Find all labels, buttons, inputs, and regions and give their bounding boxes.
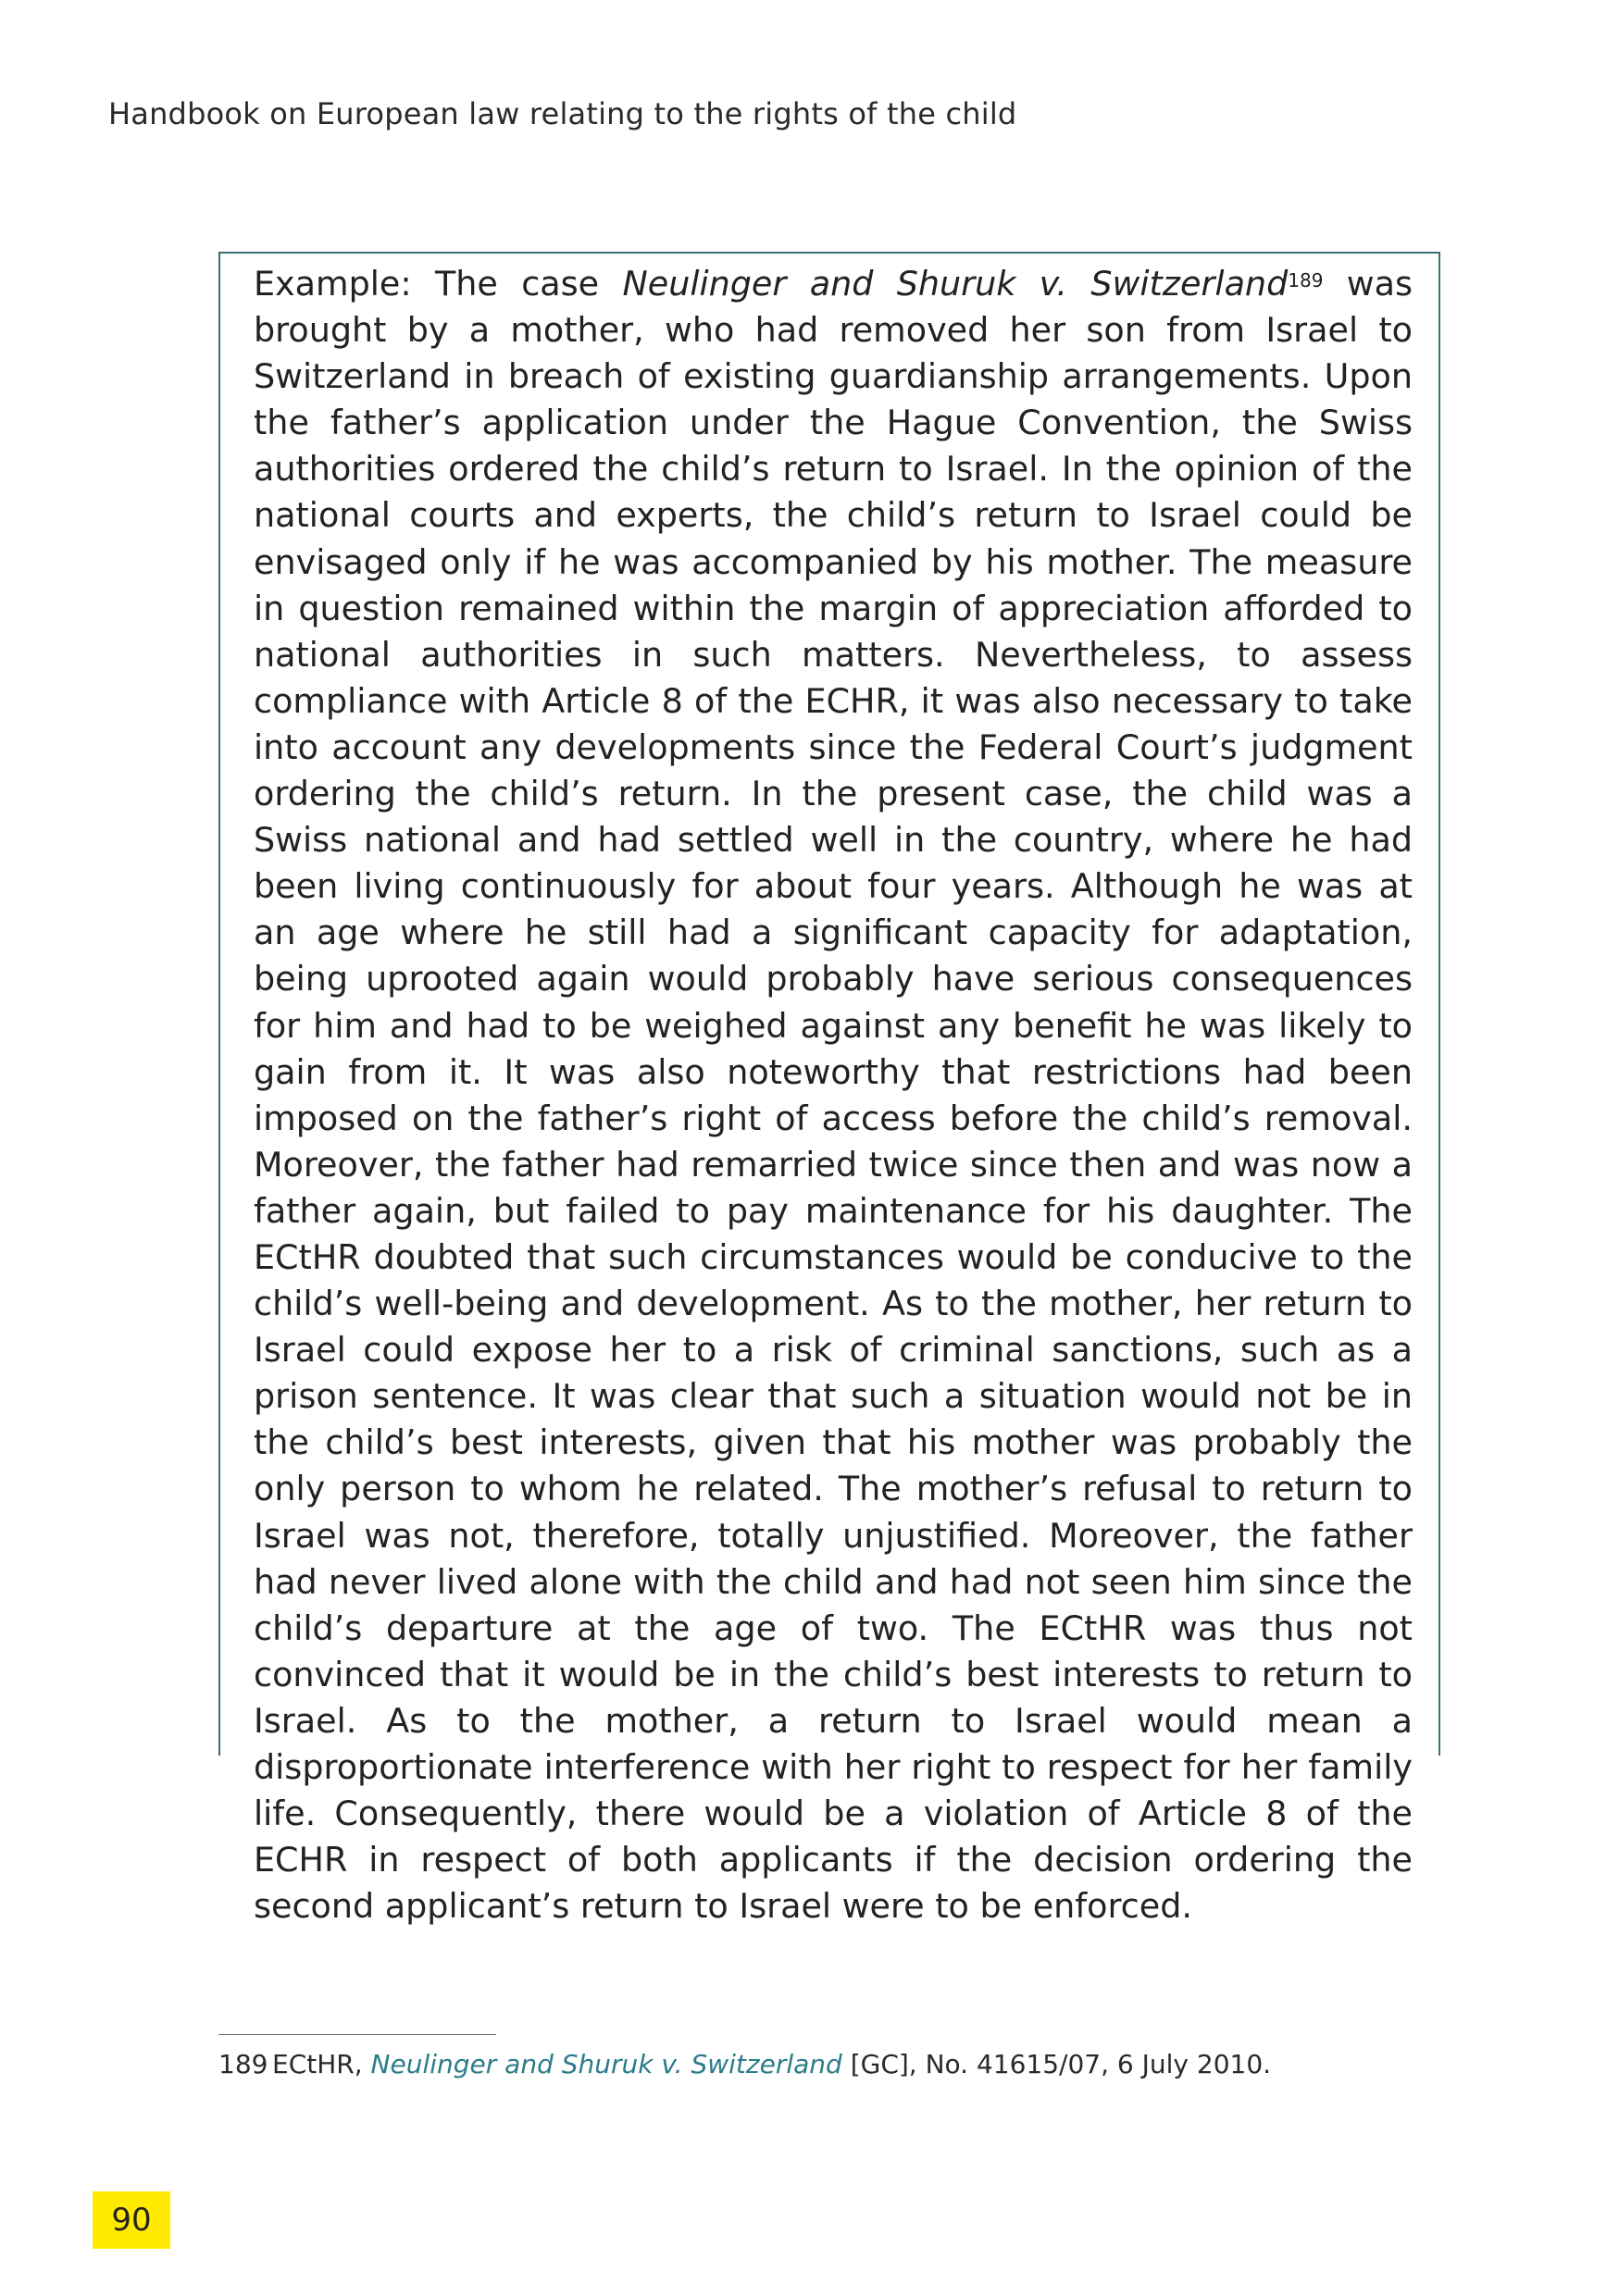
example-body: was brought by a mother, who had removed her son from Israel to Switzerland in breach of existing guardianship arrangements. Upon the father’s application under the Hague Convention, the Swiss authorities ordered the child’s return to Israel. In the opinion of the national courts and experts, the child’s return to Israel could be envisaged only if he was accompanied by his mother. The measure in question remained within the margin of appreciation afforded to national authorities in such matters. Nevertheless, to assess compliance with Article 8 of the ECHR, it was also necessary to take into account any developments since the Federal Court’s judgment ordering the child’s return. In the present case, the child was a Swiss national and had settled well in the country, where he had been living continuously for about four years. Although he was at an age where he still had a significant capacity for adaptation, being uprooted again would probably have serious consequences for him and had to be weighed against any benefit he was likely to gain from it. It was also noteworthy that restrictions had been imposed on the father’s right of access before the child’s removal. Moreover, the father had remarried twice since then and was now a father again, but failed to pay maintenance for his daughter. The ECtHR doubted that such circumstances would be conducive to the child’s well-being and development. As to the mother, her return to Israel could expose her to a risk of criminal sanctions, such as a prison sentence. It was clear that such a situation would not be in the child’s best interests, given that his mother was probably the only person to whom he related. The mother’s refusal to return to Israel was not, therefore, totally unjustified. Moreover, the father had never lived alone with the child and had not seen him since the child’s departure at the age of two. The ECtHR was thus not convinced that it would be in the child’s best interests to return to Israel. As to the mother, a return to Israel would mean a disproportionate interference with her right to respect for her family life. Consequently, there would be a violation of Article 8 of the ECHR in respect of both applicants if the decision ordering the second applicant’s return to Israel were to be enforced. [254,264,1414,1927]
footnote-case-link[interactable]: Neulinger and Shuruk v. Switzerland [370,2049,842,2079]
example-box [218,252,1440,1927]
running-header: Handbook on European law relating to the rights of the child [108,96,1017,131]
example-intro: Example: The case [254,264,623,304]
example-case-name: Neulinger and Shuruk v. Switzerland [622,264,1289,304]
page-number: 90 [93,2191,170,2249]
example-text [254,261,1413,1930]
footnote [218,2049,1271,2079]
footnote-divider [218,2034,496,2035]
footnote-court: ECtHR, [272,2049,371,2079]
footnote-reference[interactable]: 189 [1288,269,1324,292]
footnote-number: 189 [218,2049,268,2079]
footnote-citation: [GC], No. 41615/07, 6 July 2010. [841,2049,1272,2079]
